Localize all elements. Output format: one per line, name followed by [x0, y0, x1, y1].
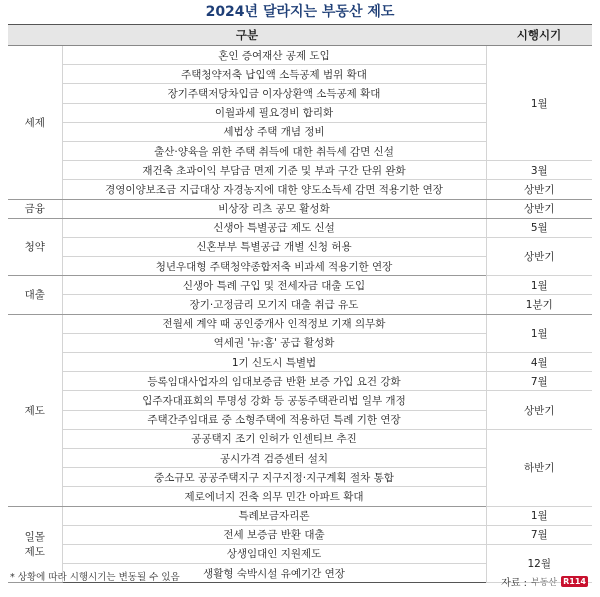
timing-cell: 하반기 — [486, 429, 592, 506]
item-cell: 생활형 숙박시설 유예기간 연장 — [62, 564, 486, 583]
source-label: 자료 : — [501, 578, 528, 589]
item-cell: 비상장 리츠 공모 활성화 — [62, 199, 486, 218]
table-row — [8, 46, 592, 65]
timing-cell: 상반기 — [486, 180, 592, 199]
table-row — [8, 218, 592, 237]
item-cell: 1기 신도시 특별법 — [62, 353, 486, 372]
table-row — [8, 295, 592, 314]
table-row — [8, 314, 592, 333]
source-logo-badge: R114 — [563, 577, 586, 586]
table-header-row — [8, 25, 592, 46]
page-title: 2024년 달라지는 부동산 제도 — [205, 4, 395, 20]
item-cell: 세법상 주택 개념 정비 — [62, 122, 486, 141]
item-cell: 신생아 특별공급 제도 신설 — [62, 218, 486, 237]
source-logo-text: 부동산 — [531, 578, 558, 588]
item-cell: 주택청약저축 납입액 소득공제 범위 확대 — [62, 65, 486, 84]
item-cell: 전세 보증금 반환 대출 — [62, 525, 486, 544]
timing-cell: 1월 — [486, 276, 592, 295]
item-cell: 이월과세 필요경비 합리화 — [62, 103, 486, 122]
policy-table — [8, 24, 592, 583]
table-row — [8, 429, 592, 448]
item-cell: 청년우대형 주택청약종합저축 비과세 적용기한 연장 — [62, 257, 486, 276]
item-cell: 공공택지 조기 인허가 인센티브 추진 — [62, 429, 486, 448]
timing-cell: 1월 — [486, 506, 592, 525]
item-cell: 신생아 특례 구입 및 전세자금 대출 도입 — [62, 276, 486, 295]
timing-cell: 3월 — [486, 161, 592, 180]
category-cell: 대출 — [8, 276, 62, 314]
table-row — [8, 276, 592, 295]
item-cell: 재건축 초과이익 부담금 면제 기준 및 부과 구간 단위 완화 — [62, 161, 486, 180]
timing-cell: 상반기 — [486, 391, 592, 429]
item-cell: 전월세 계약 때 공인중개사 인적정보 기재 의무화 — [62, 314, 486, 333]
table-row — [8, 237, 592, 256]
table-body — [8, 46, 592, 583]
table-row — [8, 199, 592, 218]
table-row — [8, 372, 592, 391]
category-cell: 제도 — [8, 314, 62, 506]
table-row — [8, 525, 592, 544]
timing-cell: 상반기 — [486, 237, 592, 275]
category-cell: 금융 — [8, 199, 62, 218]
header-category: 구분 — [8, 25, 486, 46]
item-cell: 주택간주임대료 중 소형주택에 적용하던 특례 기한 연장 — [62, 410, 486, 429]
table-row — [8, 180, 592, 199]
item-cell: 출산·양육을 위한 주택 취득에 대한 취득세 감면 신설 — [62, 141, 486, 160]
category-cell: 일몰 제도 — [8, 506, 62, 583]
footnote: * 상황에 따라 시행시기는 변동될 수 있음 — [10, 572, 180, 583]
timing-cell: 1분기 — [486, 295, 592, 314]
timing-cell: 4월 — [486, 353, 592, 372]
timing-cell: 상반기 — [486, 199, 592, 218]
header-timing: 시행시기 — [486, 25, 592, 46]
timing-cell: 7월 — [486, 372, 592, 391]
item-cell: 장기·고정금리 모기지 대출 취급 유도 — [62, 295, 486, 314]
item-cell: 특례보금자리론 — [62, 506, 486, 525]
table-row — [8, 353, 592, 372]
item-cell: 중소규모 공공주택지구 지구지정·지구계획 절차 통합 — [62, 468, 486, 487]
item-cell: 신혼부부 특별공급 개별 신청 허용 — [62, 237, 486, 256]
category-cell: 청약 — [8, 218, 62, 276]
item-cell: 혼인 증여재산 공제 도입 — [62, 46, 486, 65]
timing-cell: 12월 — [486, 544, 592, 582]
item-cell: 경영이양보조금 지급대상 자경농지에 대한 양도소득세 감면 적용기한 연장 — [62, 180, 486, 199]
timing-cell: 1월 — [486, 46, 592, 161]
timing-cell: 7월 — [486, 525, 592, 544]
item-cell: 등록임대사업자의 임대보증금 반환 보증 가입 요건 강화 — [62, 372, 486, 391]
category-cell: 세제 — [8, 46, 62, 200]
item-cell: 공시가격 검증센터 설치 — [62, 448, 486, 467]
item-cell: 상생임대인 지원제도 — [62, 544, 486, 563]
table-row — [8, 161, 592, 180]
item-cell: 장기주택저당차입금 이자상환액 소득공제 확대 — [62, 84, 486, 103]
table-row — [8, 544, 592, 563]
item-cell: 역세권 '뉴:홈' 공급 활성화 — [62, 333, 486, 352]
timing-cell: 1월 — [486, 314, 592, 352]
table-row — [8, 506, 592, 525]
timing-cell: 5월 — [486, 218, 592, 237]
source-credit — [501, 574, 588, 589]
item-cell: 제로에너지 건축 의무 민간 아파트 확대 — [62, 487, 486, 506]
item-cell: 입주자대표회의 투명성 강화 등 공동주택관리법 일부 개정 — [62, 391, 486, 410]
table-row — [8, 391, 592, 410]
